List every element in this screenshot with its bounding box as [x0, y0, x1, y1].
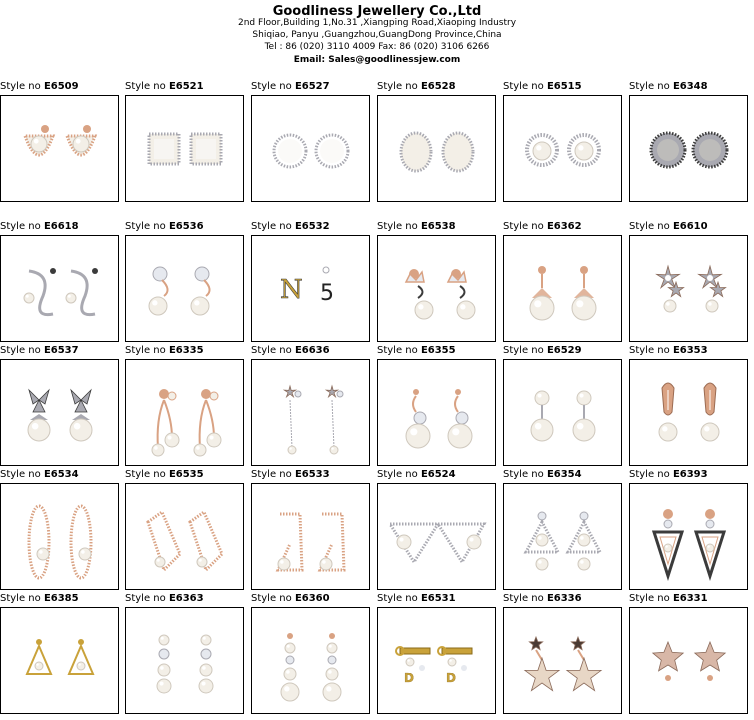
style-number-label: [125, 81, 204, 93]
style-prefix: Style no: [377, 221, 421, 232]
style-code: E6536: [168, 221, 204, 232]
style-prefix: Style no: [503, 221, 547, 232]
earring-photo: [125, 95, 244, 202]
style-prefix: Style no: [0, 593, 44, 604]
style-number-label: [503, 81, 582, 93]
earring-photo: [251, 483, 370, 590]
earring-photo: [503, 235, 622, 342]
email-line: Email: Sales@goodlinessjew.com: [293, 55, 461, 65]
earring-triangle-silver-image: [378, 484, 495, 589]
style-code: E6535: [168, 469, 204, 480]
style-code: E6533: [294, 469, 330, 480]
style-prefix: Style no: [629, 469, 673, 480]
style-prefix: Style no: [125, 593, 169, 604]
earring-bent-hoop-image: [252, 484, 369, 589]
phone-fax-line: Tel : 86 (020) 3110 4009 Fax: 86 (020) 3106 6266: [264, 42, 490, 52]
style-prefix: Style no: [0, 221, 44, 232]
earring-photo: [377, 95, 496, 202]
earring-jacket-image: [378, 360, 495, 465]
style-prefix: Style no: [251, 81, 295, 92]
style-number-label: [125, 345, 204, 357]
earring-crown-pearl-image: [378, 236, 495, 341]
style-code: E6610: [672, 221, 708, 232]
earring-photo: [503, 483, 622, 590]
svg-text:N: N: [280, 275, 303, 305]
earring-flower-image: [630, 236, 747, 341]
style-code: E6524: [420, 469, 456, 480]
style-prefix: Style no: [0, 81, 44, 92]
style-number-label: [629, 81, 708, 93]
style-number-label: [251, 81, 330, 93]
style-number-label: [251, 593, 330, 605]
earring-butterfly-image: [1, 360, 118, 465]
earring-halo-pearl-image: [504, 96, 621, 201]
earring-photo: [629, 359, 748, 466]
earring-photo: [503, 359, 622, 466]
style-prefix: Style no: [125, 345, 169, 356]
style-number-label: [377, 221, 456, 233]
style-prefix: Style no: [0, 469, 44, 480]
style-code: E6528: [420, 81, 456, 92]
style-number-label: [251, 345, 330, 357]
earring-crystal-pearl-image: [126, 236, 243, 341]
earring-photo: [629, 607, 748, 714]
earring-photo: [251, 95, 370, 202]
style-prefix: Style no: [251, 345, 295, 356]
style-prefix: Style no: [377, 81, 421, 92]
style-number-label: [503, 593, 582, 605]
svg-text:D: D: [404, 671, 414, 685]
earring-photo: [0, 607, 119, 714]
style-code: E6515: [546, 81, 582, 92]
style-prefix: Style no: [503, 593, 547, 604]
style-prefix: Style no: [377, 469, 421, 480]
earring-leaf-drop-image: [630, 360, 747, 465]
style-prefix: Style no: [125, 221, 169, 232]
style-prefix: Style no: [503, 81, 547, 92]
earring-ring-image: [252, 96, 369, 201]
style-code: E6360: [294, 593, 330, 604]
style-number-label: [503, 221, 582, 233]
style-number-label: [0, 593, 79, 605]
earring-tall-hoop-image: [1, 484, 118, 589]
style-code: E6537: [43, 345, 79, 356]
style-code: E6355: [420, 345, 456, 356]
earring-photo: [251, 607, 370, 714]
earring-safety-pin-image: [378, 608, 495, 713]
style-code: E6509: [43, 81, 79, 92]
style-code: E6534: [43, 469, 79, 480]
style-prefix: Style no: [125, 81, 169, 92]
style-code: E6354: [546, 469, 582, 480]
earring-letters-image: [252, 236, 369, 341]
address-line-1: 2nd Floor,Building 1,No.31 ,Xiangping Road,Xiaoping Industry: [237, 18, 517, 28]
earring-long-chain-image: [252, 360, 369, 465]
style-code: E6521: [168, 81, 204, 92]
earring-oval-image: [378, 96, 495, 201]
style-number-label: [251, 469, 330, 481]
address-line-2: Shiqiao, Panyu ,Guangzhou,GuangDong Province,China: [252, 30, 502, 40]
style-number-label: [251, 221, 330, 233]
style-prefix: Style no: [629, 345, 673, 356]
style-number-label: [629, 345, 708, 357]
style-code: E6532: [294, 221, 330, 232]
style-code: E6336: [546, 593, 582, 604]
style-prefix: Style no: [125, 469, 169, 480]
earring-photo: [0, 235, 119, 342]
style-code: E6331: [672, 593, 708, 604]
earring-pearl-column-image: [126, 608, 243, 713]
style-number-label: [0, 345, 79, 357]
style-number-label: [125, 221, 204, 233]
earring-photo: [377, 607, 496, 714]
style-code: E6385: [43, 593, 79, 604]
style-code: E6393: [672, 469, 708, 480]
style-prefix: Style no: [629, 221, 673, 232]
style-code: E6363: [168, 593, 204, 604]
earring-hook-image: [1, 236, 118, 341]
earring-photo: [503, 607, 622, 714]
style-number-label: [503, 345, 582, 357]
earring-photo: [503, 95, 622, 202]
earring-square-hoop-image: [126, 484, 243, 589]
earring-triangle-pearl-image: [504, 484, 621, 589]
style-prefix: Style no: [503, 345, 547, 356]
style-number-label: [0, 221, 79, 233]
earring-photo: [0, 359, 119, 466]
style-code: E6362: [546, 221, 582, 232]
style-number-label: [629, 593, 708, 605]
earring-fan-image: [1, 96, 118, 201]
style-code: E6529: [546, 345, 582, 356]
earring-photo: [251, 235, 370, 342]
earring-photo: [0, 95, 119, 202]
earring-star-rose-image: [504, 608, 621, 713]
earring-square-image: [126, 96, 243, 201]
style-code: E6538: [420, 221, 456, 232]
style-prefix: Style no: [503, 469, 547, 480]
style-prefix: Style no: [629, 593, 673, 604]
style-code: E6636: [294, 345, 330, 356]
earring-photo: [629, 235, 748, 342]
earring-photo: [125, 235, 244, 342]
style-prefix: Style no: [251, 469, 295, 480]
style-prefix: Style no: [377, 593, 421, 604]
style-number-label: [377, 345, 456, 357]
earring-star-pink-image: [630, 608, 747, 713]
style-number-label: [125, 469, 204, 481]
style-number-label: [377, 469, 456, 481]
style-number-label: [377, 593, 456, 605]
earring-photo: [125, 607, 244, 714]
style-prefix: Style no: [377, 345, 421, 356]
earring-photo: [629, 483, 748, 590]
style-number-label: [0, 469, 79, 481]
style-code: E6353: [672, 345, 708, 356]
style-prefix: Style no: [0, 345, 44, 356]
earring-photo: [377, 483, 496, 590]
svg-text:5: 5: [320, 281, 334, 306]
earring-photo: [377, 359, 496, 466]
style-number-label: [503, 469, 582, 481]
style-number-label: [377, 81, 456, 93]
style-code: E6335: [168, 345, 204, 356]
earring-photo: [629, 95, 748, 202]
style-prefix: Style no: [629, 81, 673, 92]
earring-double-pearl-image: [504, 360, 621, 465]
style-prefix: Style no: [251, 593, 295, 604]
earring-drop-pearl-image: [504, 236, 621, 341]
earring-photo: [125, 483, 244, 590]
earring-photo: [0, 483, 119, 590]
style-prefix: Style no: [251, 221, 295, 232]
style-number-label: [0, 81, 79, 93]
earring-halo-cat-image: [630, 96, 747, 201]
company-name: Goodliness Jewellery Co.,Ltd: [272, 4, 482, 19]
style-number-label: [125, 593, 204, 605]
style-number-label: [629, 469, 708, 481]
style-code: E6527: [294, 81, 330, 92]
earring-triangle-inverted-image: [630, 484, 747, 589]
style-code: E6348: [672, 81, 708, 92]
svg-text:D: D: [446, 671, 456, 685]
earring-pearl-strand-image: [252, 608, 369, 713]
earring-photo: [251, 359, 370, 466]
style-code: E6531: [420, 593, 456, 604]
earring-photo: [377, 235, 496, 342]
earring-photo: [125, 359, 244, 466]
earring-bow-pearls-image: [126, 360, 243, 465]
earring-triangle-gold-image: [1, 608, 118, 713]
style-code: E6618: [43, 221, 79, 232]
style-number-label: [629, 221, 708, 233]
